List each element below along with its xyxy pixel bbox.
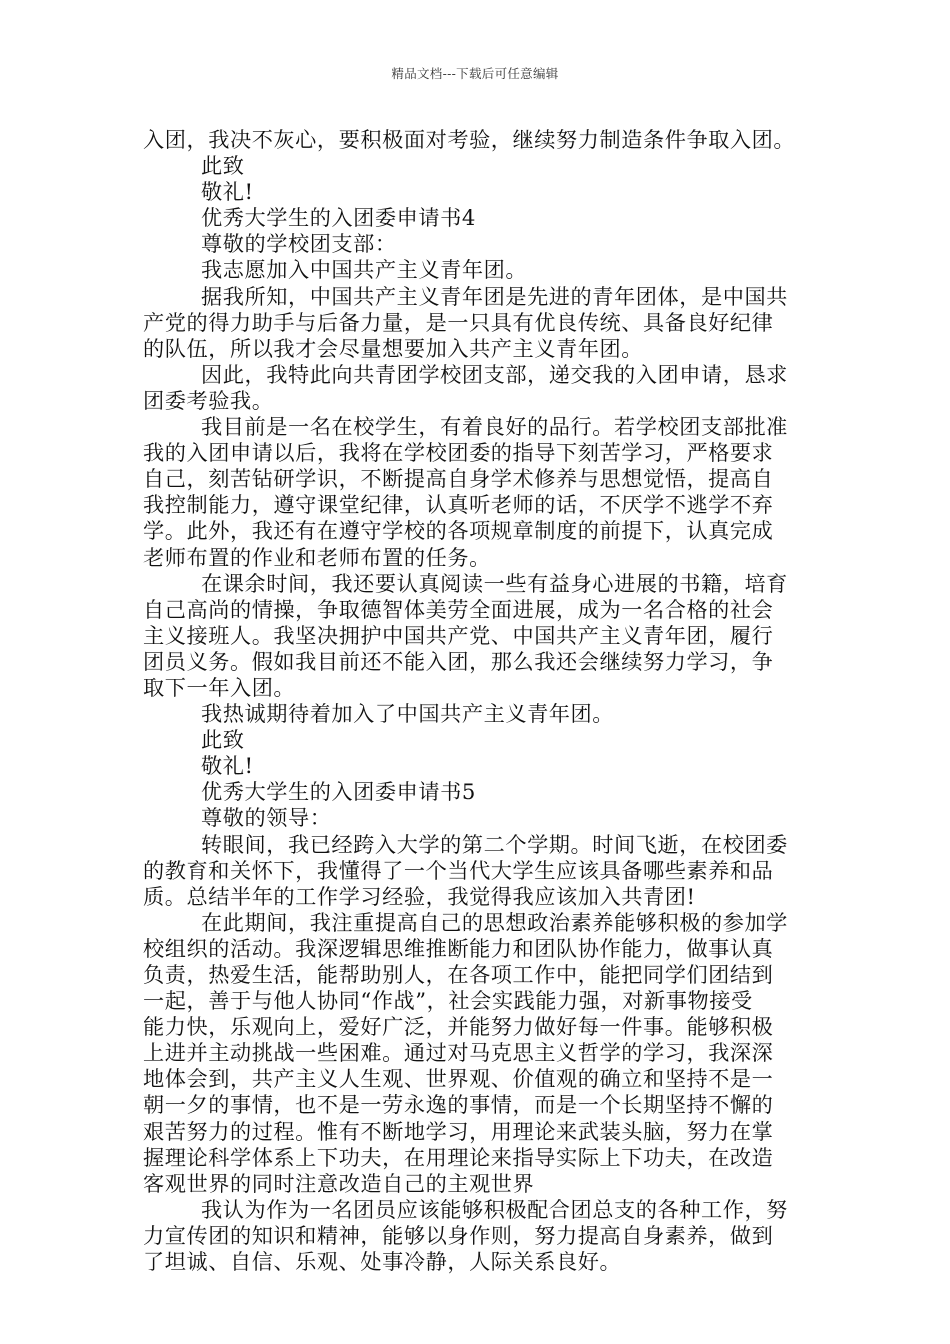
- document-line: 取下一年入团。: [143, 674, 296, 700]
- document-line: 主义接班人。我坚决拥护中国共产党、中国共产主义青年团，履行: [143, 622, 774, 648]
- document-line: 力宣传团的知识和精神，能够以身作则，努力提高自身素养，做到: [143, 1222, 774, 1248]
- document-line: 此致: [201, 727, 245, 753]
- page-header: 精品文档---下载后可任意编辑: [391, 66, 559, 81]
- document-line: 质。总结半年的工作学习经验，我觉得我应该加入共青团!: [143, 883, 696, 909]
- document-line: 地体会到，共产主义人生观、世界观、价值观的确立和坚持不是一: [143, 1066, 774, 1092]
- document-line: 艰苦努力的过程。惟有不断地学习，用理论来武装头脑，努力在掌: [143, 1118, 774, 1144]
- document-line: 一起，善于与他人协同“作战”，社会实践能力强，对新事物接受: [143, 988, 753, 1014]
- document-line: 我控制能力，遵守课堂纪律，认真听老师的话，不厌学不逃学不弃: [143, 492, 774, 518]
- document-body: [143, 127, 808, 1275]
- document-line: 入团，我决不灰心，要积极面对考验，继续努力制造条件争取入团。: [143, 127, 796, 152]
- document-line: 校组织的活动。我深逻辑思维推断能力和团队协作能力，做事认真: [143, 935, 774, 961]
- document-line: 优秀大学生的入团委申请书4: [201, 205, 476, 231]
- document-line: 自己，刻苦钻研学识，不断提高自身学术修养与思想觉悟，提高自: [143, 466, 774, 492]
- document-line: 我目前是一名在校学生，有着良好的品行。若学校团支部批准: [201, 414, 788, 440]
- document-line: 的教育和关怀下，我懂得了一个当代大学生应该具备哪些素养和品: [143, 857, 774, 883]
- document-line: 敬礼!: [201, 753, 254, 779]
- document-line: 学。此外，我还有在遵守学校的各项规章制度的前提下，认真完成: [143, 518, 774, 544]
- document-line: 上进并主动挑战一些困难。通过对马克思主义哲学的学习，我深深: [143, 1040, 774, 1066]
- document-line: 因此，我特此向共青团学校团支部，递交我的入团申请，恳求: [201, 361, 788, 387]
- document-line: 的队伍，所以我才会尽量想要加入共产主义青年团。: [143, 335, 643, 361]
- document-line: 我热诚期待着加入了中国共产主义青年团。: [201, 701, 615, 727]
- document-line: 在课余时间，我还要认真阅读一些有益身心进展的书籍，培育: [201, 570, 788, 596]
- document-line: 团委考验我。: [143, 387, 274, 413]
- document-line: 我认为作为一名团员应该能够积极配合团总支的各种工作，努: [201, 1196, 788, 1222]
- document-line: 朝一夕的事情，也不是一劳永逸的事情，而是一个长期坚持不懈的: [143, 1092, 774, 1118]
- document-line: 此致: [201, 153, 245, 179]
- document-line: 据我所知，中国共产主义青年团是先进的青年团体，是中国共: [201, 283, 788, 309]
- document-line: 我志愿加入中国共产主义青年团。: [201, 257, 528, 283]
- document-line: 客观世界的同时注意改造自己的主观世界: [143, 1170, 535, 1196]
- document-line: 转眼间，我已经跨入大学的第二个学期。时间飞逝，在校团委: [201, 831, 788, 857]
- document-line: 敬礼!: [201, 179, 254, 205]
- document-line: 我的入团申请以后，我将在学校团委的指导下刻苦学习，严格要求: [143, 440, 774, 466]
- document-line: 优秀大学生的入团委申请书5: [201, 779, 476, 805]
- document-line: 尊敬的领导：: [201, 805, 332, 831]
- document-line: 在此期间，我注重提高自己的思想政治素养能够积极的参加学: [201, 909, 788, 935]
- document-line: 了坦诚、自信、乐观、处事冷静，人际关系良好。: [143, 1249, 622, 1275]
- document-line: 产党的得力助手与后备力量，是一只具有优良传统、具备良好纪律: [143, 309, 774, 335]
- document-line: 能力快，乐观向上，爱好广泛，并能努力做好每一件事。能够积极: [143, 1014, 774, 1040]
- document-line: 团员义务。假如我目前还不能入团，那么我还会继续努力学习，争: [143, 648, 774, 674]
- document-line: 老师布置的作业和老师布置的任务。: [143, 544, 491, 570]
- document-line: 负责，热爱生活，能帮助别人，在各项工作中，能把同学们团结到: [143, 962, 774, 987]
- document-line: 握理论科学体系上下功夫，在用理论来指导实际上下功夫，在改造: [143, 1144, 774, 1170]
- document-line: 自己高尚的情操，争取德智体美劳全面进展，成为一名合格的社会: [143, 596, 774, 622]
- document-line: 尊敬的学校团支部：: [201, 231, 397, 257]
